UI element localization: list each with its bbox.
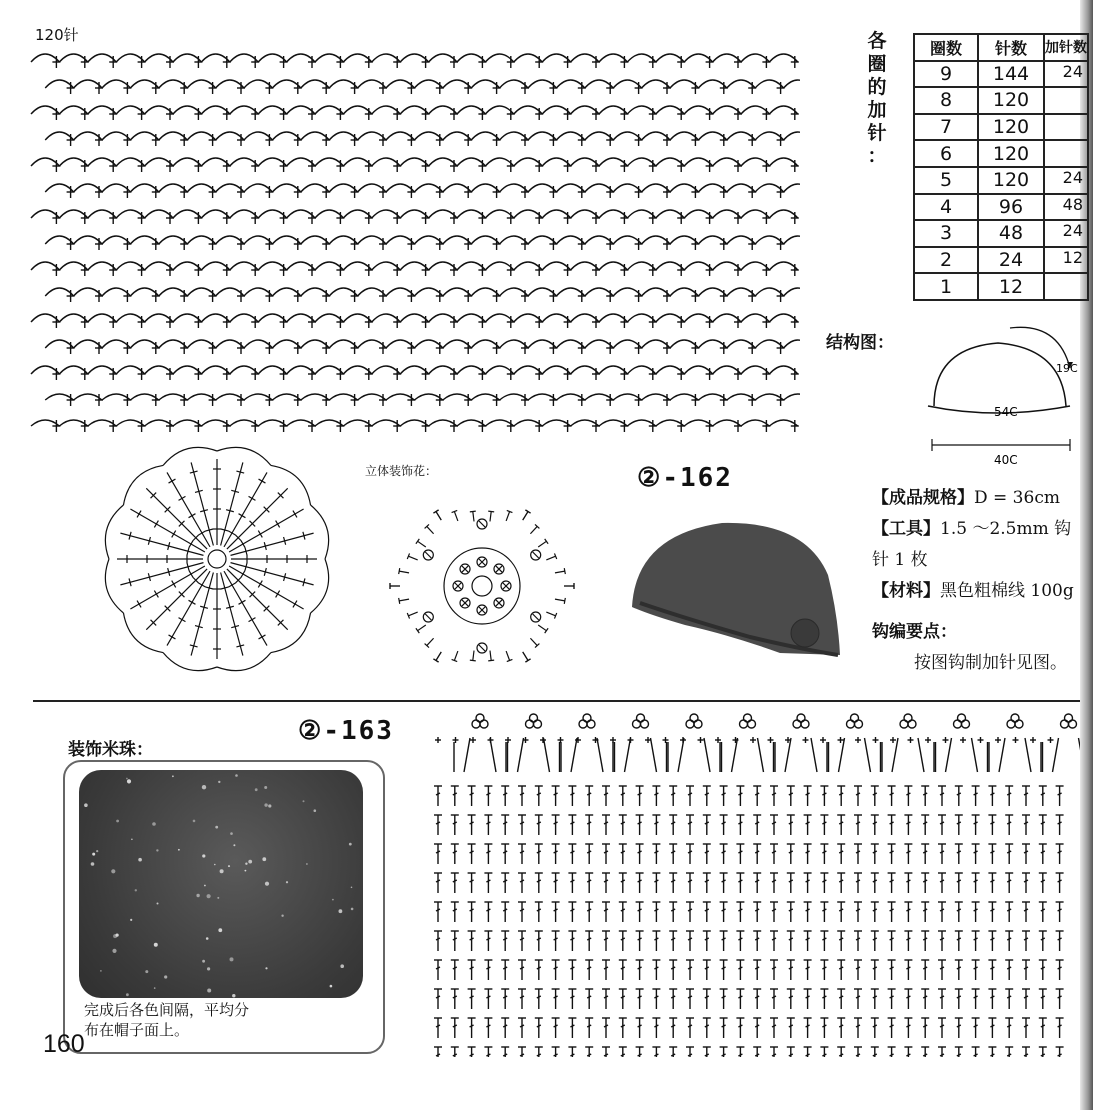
table-row: 3 48 24: [914, 220, 1088, 247]
flower-label: 立体装饰花：: [365, 464, 438, 478]
flower-chart: [375, 488, 590, 688]
structure-height: 19C: [1056, 362, 1078, 375]
table-row: 7 120: [914, 114, 1088, 141]
crown-round-chart: [90, 432, 345, 687]
table-row: 1 12: [914, 273, 1088, 300]
pattern-163-number: ②-163: [298, 716, 394, 746]
page-number: 160: [43, 1030, 85, 1058]
notes-text: 按图钩制加针见图。: [914, 653, 1067, 673]
table-row: 5 120 24: [914, 167, 1088, 194]
beads-caption: 完成后各色间隔，平均分 布在帽子面上。: [84, 1001, 250, 1039]
table-row: 6 120: [914, 140, 1088, 167]
table-row: 9 144 24: [914, 61, 1088, 88]
header-stitches: 针数: [978, 34, 1044, 61]
notes-title: 钩编要点：: [872, 622, 957, 642]
mesh-stitch-chart: [25, 40, 800, 440]
structure-label: 结构图：: [826, 333, 894, 353]
table-row: 4 96 48: [914, 194, 1088, 221]
increase-vertical-label: 各 圈 的 加 针 ：: [867, 30, 887, 167]
increase-table: [913, 33, 1089, 301]
hat-photo: [630, 515, 845, 660]
structure-circumference: 54C: [994, 405, 1018, 419]
dc-rows-chart: [430, 712, 1080, 1057]
table-row: 2 24 12: [914, 247, 1088, 274]
header-round: 圈数: [914, 34, 978, 61]
section-divider: [33, 700, 1080, 702]
header-increase: 加针数: [1044, 34, 1088, 61]
pattern-162-number: ②-162: [637, 463, 733, 493]
table-header-row: [914, 34, 1088, 61]
table-row: 8 120: [914, 87, 1088, 114]
structure-width: 40C: [994, 453, 1018, 467]
beads-photo: [79, 770, 363, 998]
stitch-count-label: 120针: [35, 26, 79, 44]
beads-label: 装饰米珠：: [68, 740, 153, 760]
structure-diagram: [920, 318, 1078, 468]
pattern-162-specs: 【成品规格】D = 36cm 【工具】1.5 ～2.5mm 钩针 1 枚 【材料】黑色粗棉线 100g 钩编要点： 按图钩制加针见图。: [872, 483, 1082, 679]
